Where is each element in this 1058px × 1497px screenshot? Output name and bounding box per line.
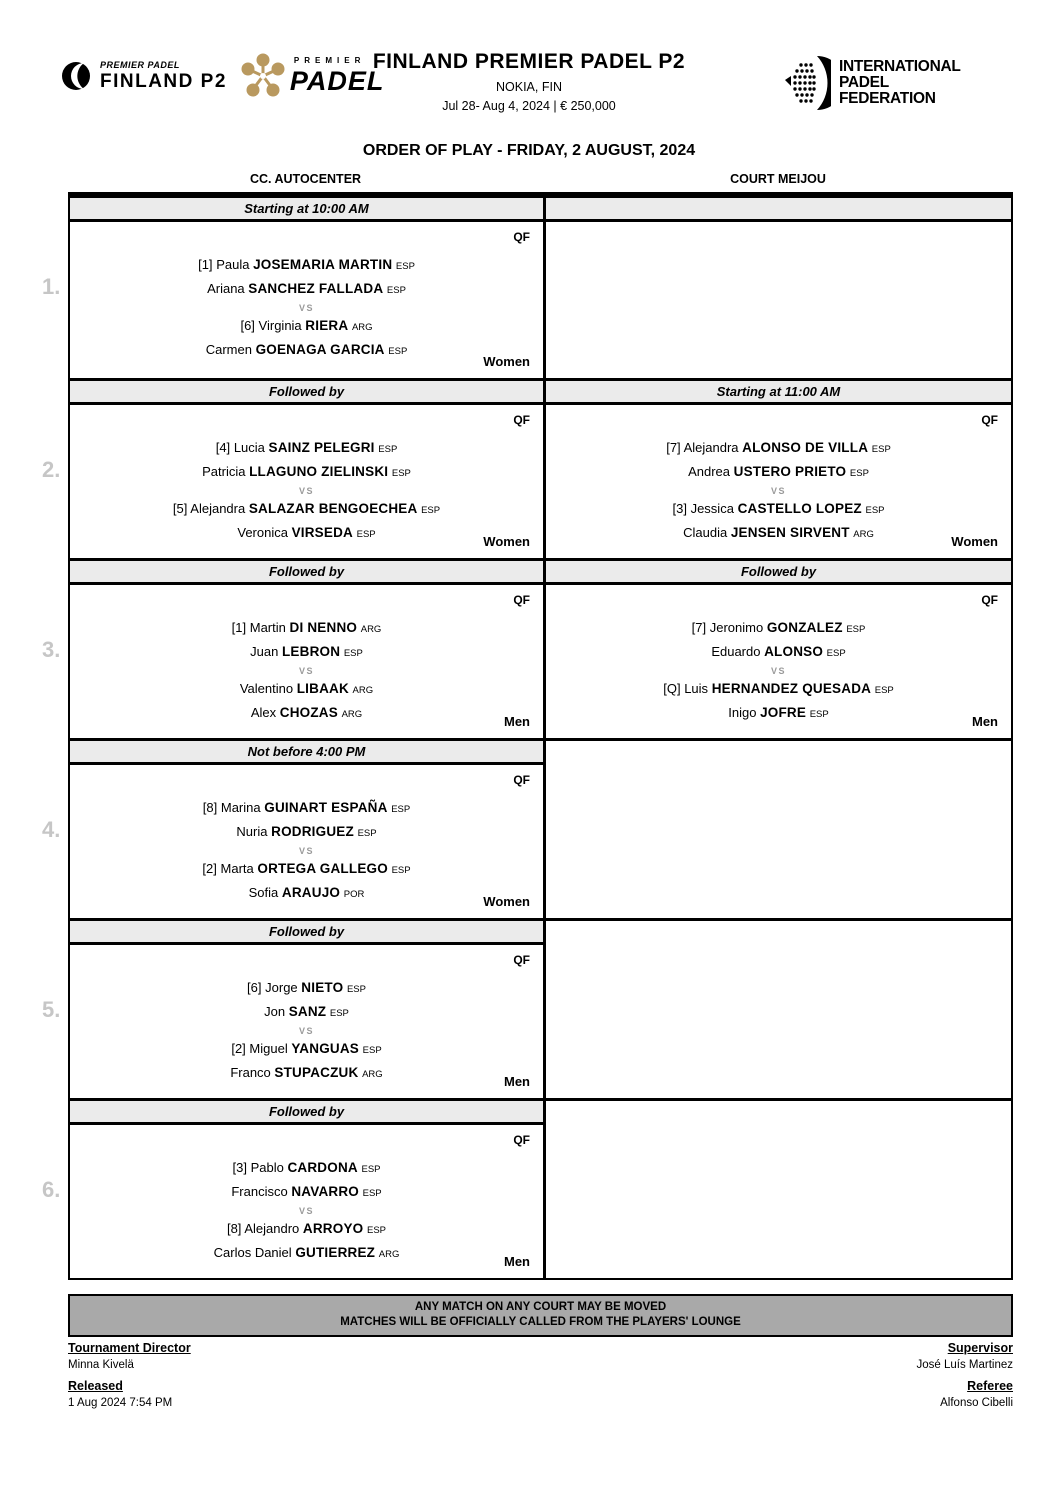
player-nationality: ESP [357,828,377,839]
player-first-name: Inigo [728,705,757,720]
row1-right-cell [543,198,1011,378]
player-first-name: Eduardo [711,644,761,659]
footer-right [916,1341,1013,1417]
player-first-name: Veronica [237,525,288,540]
player-first-name: Jon [264,1004,286,1019]
footer [68,1341,1013,1417]
player-last-name: CHOZAS [279,705,338,720]
player-line [546,642,1011,664]
player-line [70,462,543,484]
ipf-ball-icon [783,54,831,112]
tournament-location: NOKIA, FIN [496,80,562,94]
match-cell-empty [546,1101,1011,1278]
schedule-row-1 [42,198,1011,378]
player-last-name: HERNANDEZ QUESADA [711,681,872,696]
order-of-play-table [42,192,1013,1280]
player-last-name: ARAUJO [281,885,341,900]
match-cell-empty [546,741,1011,918]
player-last-name: DI NENNO [289,620,358,635]
player-nationality: ARG [341,709,363,720]
footer-left [68,1341,191,1417]
player-last-name: JOFRE [760,705,807,720]
player-first-name: Carmen [205,342,252,357]
row5-right-cell [543,921,1011,1098]
player-nationality: ARG [378,1249,400,1260]
player-last-name: GOENAGA GARCIA [255,342,385,357]
player-last-name: ORTEGA GALLEGO [257,861,388,876]
player-first-name: Miguel [249,1041,288,1056]
player-first-name: Pablo [250,1160,284,1175]
match-cell [70,585,543,738]
player-first-name: Lucia [233,440,265,455]
order-of-play-title: ORDER OF PLAY - FRIDAY, 2 AUGUST, 2024 [362,142,696,159]
player-last-name: LEBRON [281,644,341,659]
time-bar: Not before 4:00 PM [70,741,543,765]
player-line [70,1243,543,1265]
vs-label: VS [770,666,786,676]
player-last-name: USTERO PRIETO [733,464,847,479]
player-seed: [1] [231,620,247,635]
vs-label: VS [298,846,314,856]
player-nationality: ESP [367,1225,387,1236]
player-line [70,316,543,338]
players [70,945,543,1085]
player-first-name: Alejandra [190,501,246,516]
match-cell [70,765,543,918]
ipf-logo-line1: INTERNATIONAL [839,58,961,75]
player-nationality: ESP [329,1008,349,1019]
player-line [70,255,543,277]
player-nationality: ARG [352,685,374,696]
player-first-name: Carlos Daniel [213,1245,292,1260]
row6-left-cell [70,1101,543,1278]
player-line [70,1219,543,1241]
player-nationality: ESP [362,1188,382,1199]
match-cell-empty [546,222,1011,378]
row2-left-cell [70,381,543,558]
player-last-name: JOSEMARIA MARTIN [253,257,393,272]
category-label: Women [483,894,530,909]
round-label: QF [513,1133,530,1147]
match-cell [70,945,543,1098]
player-seed: [6] [247,980,262,995]
player-line [546,703,1011,725]
player-first-name: Claudia [683,525,728,540]
vs-label: VS [298,666,314,676]
player-nationality: ESP [826,648,846,659]
player-last-name: RODRIGUEZ [271,824,354,839]
player-nationality: ESP [809,709,829,720]
player-line [70,438,543,460]
player-nationality: ESP [849,468,869,479]
player-line [70,1158,543,1180]
player-line [70,618,543,640]
category-label: Women [483,354,530,369]
tournament-director-label: Tournament Director [68,1341,191,1355]
round-label: QF [513,413,530,427]
ipf-logo [783,54,961,112]
time-bar: Followed by [70,1101,543,1125]
time-bar: Followed by [70,921,543,945]
player-line [70,859,543,881]
player-last-name: VIRSEDA [291,525,353,540]
player-line [70,642,543,664]
player-line [70,340,543,362]
round-label: QF [513,593,530,607]
player-nationality: ESP [871,444,891,455]
round-label: QF [513,230,530,244]
player-first-name: Jeronimo [709,620,764,635]
player-seed: [2] [202,861,217,876]
player-first-name: Marta [220,861,254,876]
player-line [70,1182,543,1204]
schedule-row-3 [42,558,1011,738]
row-number: 4. [42,817,61,842]
players [70,405,543,545]
players [70,1125,543,1265]
player-seed: [6] [240,318,255,333]
player-last-name: ARROYO [302,1221,364,1236]
round-label: QF [981,593,998,607]
vs-label: VS [298,1026,314,1036]
player-first-name: Francisco [231,1184,288,1199]
finland-p2-logo-small-text: PREMIER PADEL [100,60,180,70]
player-nationality: ESP [343,648,363,659]
players [70,222,543,362]
player-last-name: LLAGUNO ZIELINSKI [249,464,389,479]
row-number: 1. [42,274,61,299]
referee-name: Alfonso Cibelli [940,1397,1013,1409]
player-seed: [1] [198,257,213,272]
row2-right-cell [543,381,1011,558]
category-label: Men [504,714,530,729]
row-number: 6. [42,1177,61,1202]
player-nationality: ARG [853,529,874,540]
player-nationality: ESP [846,624,866,635]
player-line [70,1063,543,1085]
player-seed: [8] [202,800,218,815]
time-bar: Starting at 10:00 AM [70,198,543,222]
player-nationality: ESP [361,1164,381,1175]
player-nationality: ESP [391,804,411,815]
player-seed: [8] [226,1221,242,1236]
player-nationality: ESP [378,444,398,455]
player-line [546,523,1011,545]
vs-label: VS [298,1206,314,1216]
premier-padel-logo-big-text: PADEL [289,66,385,96]
notice-line1: ANY MATCH ON ANY COURT MAY BE MOVED [414,1301,667,1313]
player-nationality: ESP [391,865,411,876]
ipf-logo-line2: PADEL [839,74,889,91]
player-first-name: Andrea [688,464,731,479]
player-first-name: Martin [249,620,286,635]
players [546,405,1011,545]
schedule-row-2 [42,378,1011,558]
notice-line2: MATCHES WILL BE OFFICIALLY CALLED FROM THE PLAYERS' LOUNGE [340,1316,741,1328]
player-line [70,523,543,545]
player-line [70,279,543,301]
player-last-name: JENSEN SIRVENT [730,525,850,540]
category-label: Women [951,534,998,549]
player-line [70,798,543,820]
player-nationality: ARG [351,322,373,333]
time-bar: Followed by [70,381,543,405]
category-label: Men [504,1254,530,1269]
player-first-name: Paula [216,257,250,272]
player-first-name: Marina [220,800,261,815]
player-line [70,822,543,844]
time-bar-empty [546,198,1011,222]
player-seed: [2] [231,1041,246,1056]
category-label: Men [972,714,998,729]
finland-p2-logo-big-text: FINLAND P2 [100,71,227,92]
time-bar: Starting at 11:00 AM [546,381,1011,405]
match-cell [546,585,1011,738]
round-label: QF [513,773,530,787]
player-seed: [Q] [663,681,681,696]
player-first-name: Juan [250,644,279,659]
player-first-name: Jessica [690,501,734,516]
player-first-name: Alex [250,705,277,720]
player-nationality: ESP [874,685,894,696]
premier-padel-logo-top-text: PREMIER [293,56,366,65]
player-nationality: ESP [388,346,408,357]
player-line [546,438,1011,460]
time-bar: Followed by [70,561,543,585]
players [70,765,543,905]
player-last-name: CASTELLO LOPEZ [737,501,862,516]
match-cell [546,405,1011,558]
player-first-name: Luis [684,681,709,696]
schedule-row-5 [42,918,1011,1098]
player-first-name: Franco [230,1065,271,1080]
player-last-name: YANGUAS [291,1041,360,1056]
player-last-name: GUINART ESPAÑA [264,800,388,815]
released-datetime: 1 Aug 2024 7:54 PM [68,1397,173,1409]
player-first-name: Sofia [248,885,279,900]
match-cell [70,222,543,378]
player-last-name: ALONSO DE VILLA [742,440,869,455]
match-cell [70,1125,543,1278]
player-seed: [5] [172,501,188,516]
court-headers [68,172,1013,186]
player-line [70,679,543,701]
row1-left-cell [70,198,543,378]
released-label: Released [68,1379,123,1393]
court-header-left: CC. AUTOCENTER [249,172,362,186]
vs-label: VS [298,486,314,496]
player-last-name: GONZALEZ [766,620,843,635]
player-last-name: SALAZAR BENGOECHEA [248,501,418,516]
vs-label: VS [298,303,314,313]
player-first-name: Jorge [265,980,298,995]
match-cell [70,405,543,558]
players [70,585,543,725]
row3-left-cell [70,561,543,738]
player-last-name: STUPACZUK [274,1065,359,1080]
time-bar: Followed by [546,561,1011,585]
schedule-row-6 [42,1098,1011,1278]
player-line [70,1002,543,1024]
match-cell-empty [546,921,1011,1098]
notice-banner [68,1294,1013,1337]
row4-right-cell [543,741,1011,918]
schedule-row-4 [42,738,1011,918]
player-nationality: ESP [356,529,376,540]
category-label: Women [483,534,530,549]
round-label: QF [513,953,530,967]
player-seed: [3] [232,1160,247,1175]
player-first-name: Alejandra [683,440,739,455]
player-line [70,978,543,1000]
player-line [70,703,543,725]
tournament-title: FINLAND PREMIER PADEL P2 [372,50,686,73]
player-line [70,499,543,521]
player-last-name: CARDONA [287,1160,358,1175]
player-seed: [7] [666,440,681,455]
player-line [70,1039,543,1061]
players [546,585,1011,725]
player-last-name: LIBAAK [296,681,349,696]
player-nationality: ESP [362,1045,382,1056]
player-nationality: ARG [362,1069,383,1080]
player-first-name: Patricia [202,464,246,479]
player-last-name: ALONSO [764,644,824,659]
player-nationality: ESP [346,984,366,995]
row-number: 2. [42,457,61,482]
player-nationality: ESP [395,261,415,272]
player-first-name: Ariana [207,281,245,296]
player-last-name: NIETO [301,980,344,995]
referee-label: Referee [967,1379,1013,1393]
supervisor-label: Supervisor [947,1341,1013,1355]
player-nationality: POR [343,889,365,900]
supervisor-name: José Luís Martinez [916,1359,1013,1371]
player-seed: [7] [691,620,707,635]
player-first-name: Nuria [236,824,268,839]
player-nationality: ESP [865,505,885,516]
tournament-dates-prize: Jul 28- Aug 4, 2024 | € 250,000 [442,99,616,113]
player-nationality: ESP [421,505,441,516]
player-nationality: ESP [386,285,406,296]
player-first-name: Alejandro [244,1221,300,1236]
row6-right-cell [543,1101,1011,1278]
row4-left-cell [70,741,543,918]
round-label: QF [981,413,998,427]
row3-right-cell [543,561,1011,738]
player-line [70,883,543,905]
player-last-name: RIERA [305,318,349,333]
vs-label: VS [770,486,786,496]
player-seed: [3] [672,501,687,516]
player-last-name: SANZ [288,1004,327,1019]
ipf-logo-line3: FEDERATION [839,90,936,107]
player-line [546,618,1011,640]
player-last-name: NAVARRO [291,1184,359,1199]
player-last-name: SAINZ PELEGRI [268,440,375,455]
row-number: 5. [42,997,61,1022]
player-line [546,679,1011,701]
player-nationality: ARG [360,624,382,635]
player-nationality: ESP [391,468,411,479]
player-last-name: GUTIERREZ [295,1245,376,1260]
player-seed: [4] [215,440,231,455]
row-number: 3. [42,637,61,662]
player-last-name: SANCHEZ FALLADA [248,281,384,296]
player-first-name: Virginia [258,318,302,333]
row5-left-cell [70,921,543,1098]
player-line [546,499,1011,521]
tournament-director-name: Minna Kivelä [68,1359,134,1371]
court-header-right: COURT MEIJOU [730,172,826,186]
player-first-name: Valentino [239,681,294,696]
category-label: Men [504,1074,530,1089]
player-line [546,462,1011,484]
